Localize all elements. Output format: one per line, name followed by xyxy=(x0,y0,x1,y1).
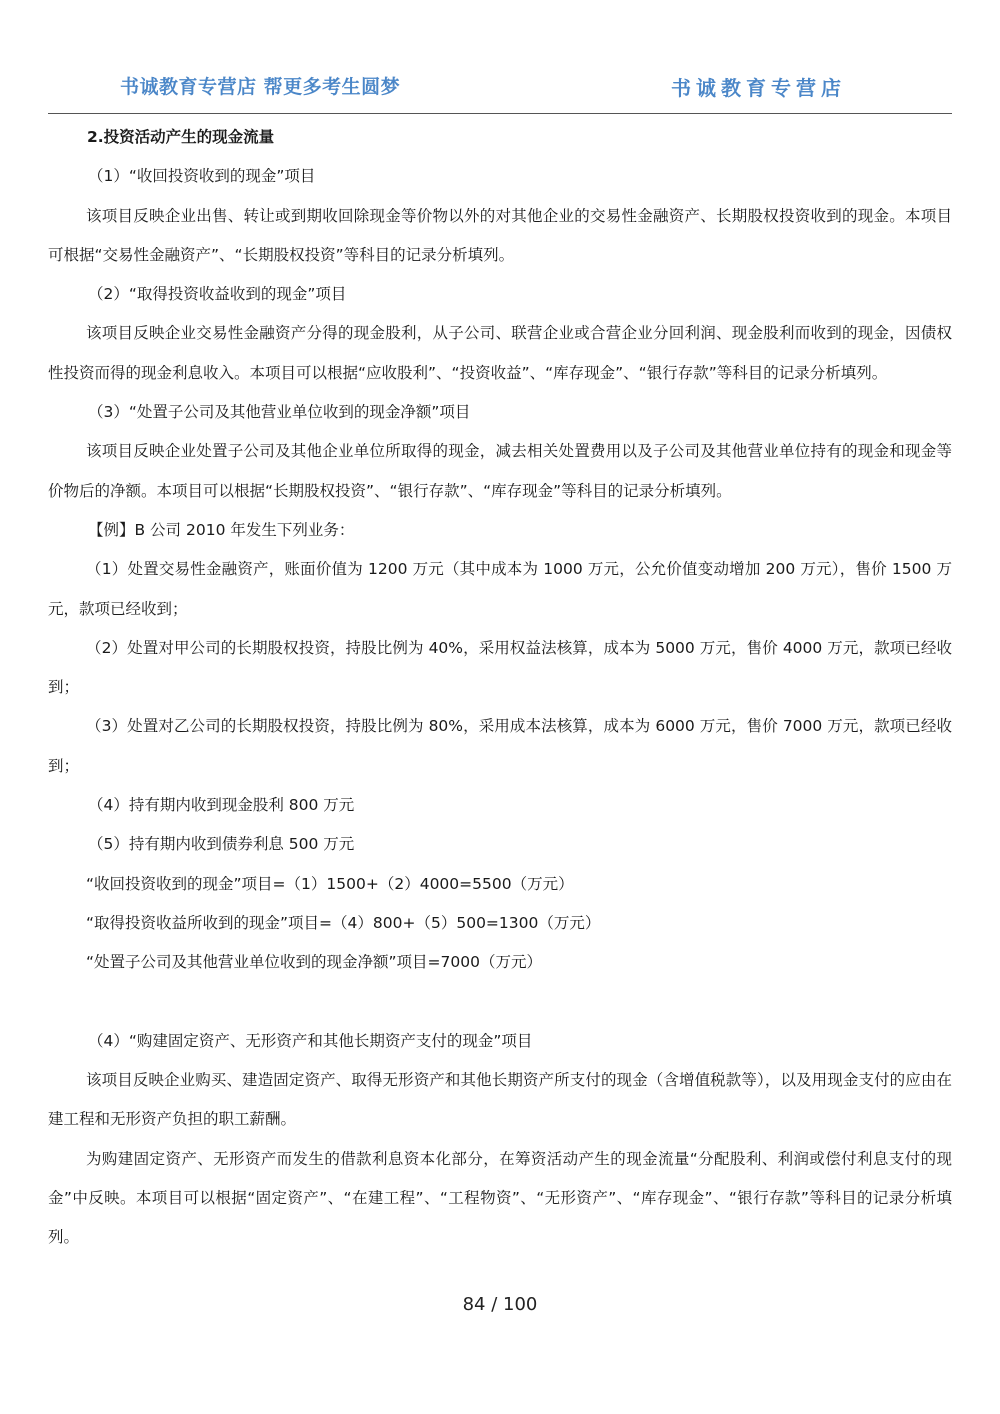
document-body xyxy=(48,118,952,1258)
example-item-2: （2）处置对甲公司的长期股权投资，持股比例为 40%，采用权益法核算，成本为 5000 万元，售价 4000 万元，款项已经收到； xyxy=(48,638,952,697)
example-item-3: （3）处置对乙公司的长期股权投资，持股比例为 80%，采用成本法核算，成本为 6000 万元，售价 7000 万元，款项已经收到； xyxy=(48,717,952,775)
example-item-4: （4）持有期内收到现金股利 800 万元 xyxy=(88,796,355,815)
page-number: 84 / 100 xyxy=(462,1294,538,1315)
example-item-1: （1）处置交易性金融资产，账面价值为 1200 万元（其中成本为 1000 万元，公允价值变动增加 200 万元），售价 1500 万元，款项已经收到； xyxy=(48,560,952,618)
item-2-title: （2）“取得投资收益收到的现金”项目 xyxy=(88,285,347,304)
item-3-description: 该项目反映企业处置子公司及其他企业单位所取得的现金，减去相关处置费用以及子公司及其他营业单位持有的现金和现金等价物后的净额。本项目可以根据“长期股权投资”、“银行存款”、“库存现金”等科目的记录分析填列。 xyxy=(48,442,952,500)
header-left-title: 书诚教育专营店 帮更多考生圆梦 xyxy=(120,76,401,98)
item-2-description: 该项目反映企业交易性金融资产分得的现金股利，从子公司、联营企业或合营企业分回利润、现金股利而收到的现金，因债权性投资而得的现金利息收入。本项目可以根据“应收股利”、“投资收益”、“库存现金”、“银行存款”等科目的记录分析填列。 xyxy=(48,324,952,382)
example-intro: 【例】B 公司 2010 年发生下列业务： xyxy=(88,520,355,539)
item-1-description: 该项目反映企业出售、转让或到期收回除现金等价物以外的对其他企业的交易性金融资产、长期股权投资收到的现金。本项目可根据“交易性金融资产”、“长期股权投资”等科目的记录分析填列。 xyxy=(48,206,952,264)
calculation-2: “取得投资收益所收到的现金”项目=（4）800+（5）500=1300（万元） xyxy=(86,913,601,932)
page-header xyxy=(48,72,952,112)
calculation-3: “处置子公司及其他营业单位收到的现金净额”项目=7000（万元） xyxy=(86,953,542,972)
item-4-description-2: 为购建固定资产、无形资产而发生的借款利息资本化部分，在筹资活动产生的现金流量“分配股利、利润或偿付利息支付的现金”中反映。本项目可以根据“固定资产”、“在建工程”、“工程物资”、“无形资产”、“库存现金”、“银行存款”等科目的记录分析填列。 xyxy=(48,1149,952,1247)
item-4-description: 该项目反映企业购买、建造固定资产、取得无形资产和其他长期资产所支付的现金（含增值税款等），以及用现金支付的应由在建工程和无形资产负担的职工薪酬。 xyxy=(48,1071,952,1129)
section-heading: 2.投资活动产生的现金流量 xyxy=(87,128,275,146)
calculation-1: “收回投资收到的现金”项目=（1）1500+（2）4000=5500（万元） xyxy=(86,874,574,893)
example-item-5: （5）持有期内收到债券利息 500 万元 xyxy=(88,835,355,854)
header-divider xyxy=(48,113,952,114)
item-3-title: （3）“处置子公司及其他营业单位收到的现金净额”项目 xyxy=(88,403,471,422)
header-right-title: 书诚教育专营店 xyxy=(671,76,846,100)
item-4-title: （4）“购建固定资产、无形资产和其他长期资产支付的现金”项目 xyxy=(88,1031,533,1050)
item-1-title: （1）“收回投资收到的现金”项目 xyxy=(88,167,316,186)
blank-line xyxy=(48,983,952,1022)
